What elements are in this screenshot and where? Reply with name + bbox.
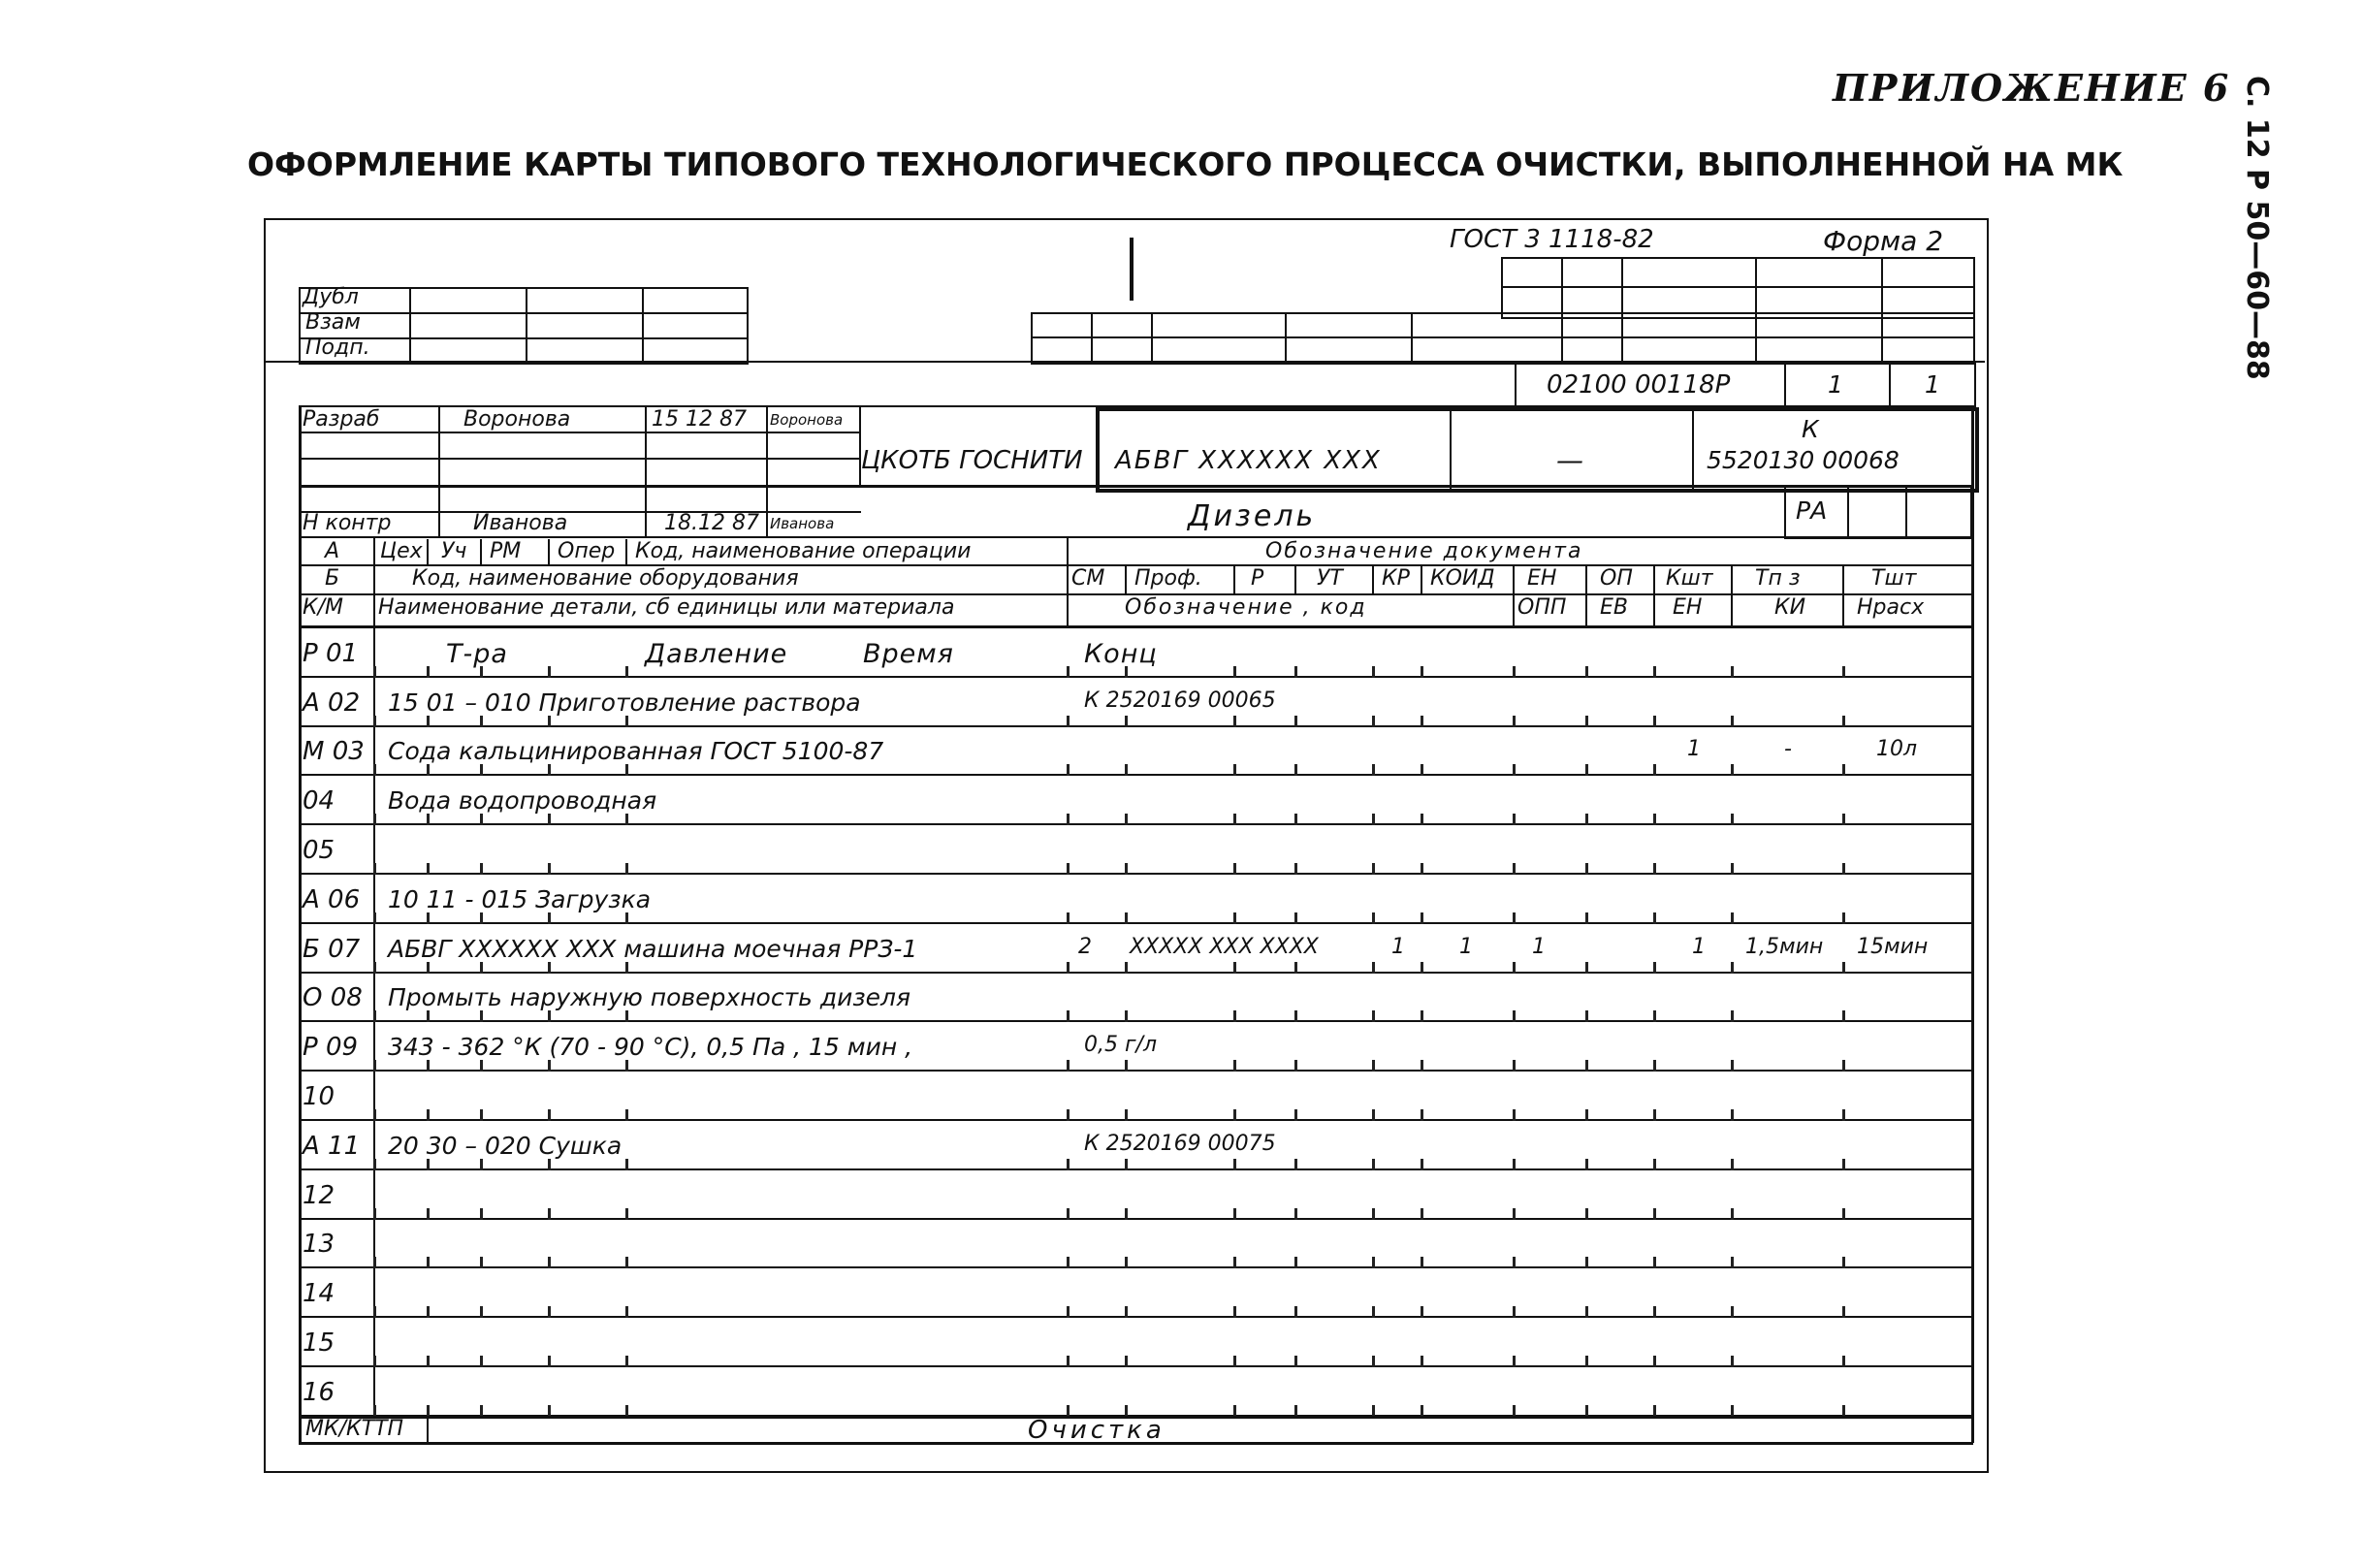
vzam-label: Взам: [305, 310, 361, 335]
part-name-header: Наименование детали, сб единицы или материала: [378, 595, 955, 620]
kr-header: КР: [1382, 566, 1410, 591]
table-row: [0, 1121, 2363, 1170]
row-km-letter: К/М: [303, 595, 344, 620]
row-doc: 0,5 г/л: [1084, 1033, 1158, 1058]
row-num: 16: [303, 1377, 335, 1407]
row-text: 10 11 - 015 Загрузка: [388, 884, 652, 913]
row-c4: Конц: [1084, 638, 1158, 669]
cm-header: СМ: [1071, 566, 1105, 591]
razrab-signature: Воронова: [770, 411, 844, 429]
row-num: Р 09: [303, 1033, 359, 1063]
row-num: Р 01: [303, 638, 359, 668]
row-text: Сода кальцинированная ГОСТ 5100-87: [388, 737, 884, 766]
table-row: [0, 1268, 2363, 1318]
row-text: АБВГ XXXXXX XXX машина моечная РРЗ-1: [388, 934, 918, 963]
table-row: [0, 825, 2363, 875]
row-num: 15: [303, 1328, 335, 1358]
row-tsht: 15мин: [1857, 934, 1929, 959]
prof-header: Проф.: [1134, 566, 1202, 591]
nkontr-label: Н контр: [303, 511, 392, 535]
nrash-header: Нрасх: [1857, 595, 1925, 620]
row-num: А 02: [303, 688, 361, 718]
ceh-header: Цех: [380, 539, 423, 563]
form-number: Форма 2: [1823, 225, 1944, 257]
equipment-header: Код, наименование оборудования: [412, 566, 799, 591]
vertical-mark: [1130, 238, 1134, 301]
document-title: ОФОРМЛЕНИЕ КАРТЫ ТИПОВОГО ТЕХНОЛОГИЧЕСКОГО ПРОЦЕССА ОЧИСТКИ, ВЫПОЛНЕННОЙ НА МК: [247, 145, 2124, 183]
sheets-total: 1: [1925, 370, 1940, 399]
tpz-header: Тп з: [1755, 566, 1801, 591]
ra-label: РА: [1796, 496, 1828, 525]
koid-header: КОИД: [1430, 566, 1495, 591]
row-doc: К 2520169 00075: [1084, 1131, 1276, 1156]
sheet-number: 1: [1828, 370, 1843, 399]
form-standard: ГОСТ 3 1118-82: [1450, 225, 1654, 254]
row-c2: Давление: [645, 638, 788, 669]
table-row: [0, 1170, 2363, 1220]
row-tpz: 1,5мин: [1745, 934, 1824, 959]
footer-label: МК/КТТП: [305, 1417, 404, 1441]
row-prof: XXXXX XXX XXXX: [1130, 934, 1319, 959]
k-code: 5520130 00068: [1707, 446, 1900, 474]
table-row: [0, 678, 2363, 727]
table-row: [0, 727, 2363, 777]
row-cm: 2: [1078, 934, 1092, 959]
table-row: [0, 974, 2363, 1023]
table-row: [0, 875, 2363, 924]
upper-grid: [1031, 312, 1975, 365]
top-right-grid: [1501, 257, 1975, 319]
row-num: А 06: [303, 884, 361, 914]
row-num: 10: [303, 1081, 335, 1111]
en2-header: ЕН: [1673, 595, 1703, 620]
document-header: Обозначение документа: [1265, 539, 1583, 563]
row-num: Б 07: [303, 934, 361, 964]
opp-header: ОПП: [1517, 595, 1567, 620]
r-header: Р: [1251, 566, 1264, 591]
row-num: А 11: [303, 1131, 361, 1161]
row-ut: 1: [1391, 934, 1405, 959]
op-header: ОП: [1600, 566, 1633, 591]
razrab-label: Разраб: [303, 407, 380, 432]
product-name: Дизель: [1188, 499, 1317, 533]
row-num: М 03: [303, 737, 365, 767]
k-label: К: [1802, 415, 1819, 443]
ut-header: УТ: [1317, 566, 1343, 591]
row-text: 15 01 – 010 Приготовление раствора: [388, 688, 861, 717]
row-num: 14: [303, 1279, 335, 1309]
tsht-header: Тшт: [1871, 566, 1917, 591]
doc-code: 02100 00118Р: [1547, 370, 1731, 400]
ki-header: КИ: [1774, 595, 1806, 620]
row-num: 05: [303, 835, 335, 865]
row-num: 04: [303, 786, 335, 816]
nkontr-name: Иванова: [473, 511, 568, 535]
ev-header: ЕВ: [1600, 595, 1628, 620]
row-a-letter: А: [325, 539, 340, 563]
row-doc: К 2520169 00065: [1084, 688, 1276, 713]
podp-label: Подп.: [305, 336, 370, 360]
row-ev: -: [1784, 737, 1792, 762]
row-ksht: 1: [1692, 934, 1706, 959]
row-nrash: 10л: [1876, 737, 1918, 762]
operation-name-header: Код, наименование операции: [635, 539, 972, 563]
row-c1: Т-ра: [446, 638, 508, 669]
row-c3: Время: [863, 638, 954, 669]
ksht-header: Кшт: [1666, 566, 1713, 591]
table-row: [0, 1022, 2363, 1072]
dubl-label: Дубл: [303, 285, 359, 309]
oper-header: Опер: [558, 539, 616, 563]
row-text: Промыть наружную поверхность дизеля: [388, 983, 911, 1012]
table-row: [0, 776, 2363, 825]
appendix-label: ПРИЛОЖЕНИЕ 6: [1833, 66, 2231, 110]
row-text: Вода водопроводная: [388, 786, 657, 816]
page-code: С. 12 Р 50—60—88: [2240, 76, 2274, 380]
razrab-name: Воронова: [463, 407, 571, 432]
row-num: 12: [303, 1180, 335, 1210]
nkontr-signature: Иванова: [770, 515, 835, 532]
row-b-letter: Б: [325, 566, 340, 591]
row-text: 20 30 – 020 Сушка: [388, 1131, 623, 1160]
razrab-date: 15 12 87: [652, 407, 747, 432]
table-row: [0, 628, 2363, 678]
designation: АБВГ XXXXXX XXX: [1115, 446, 1382, 475]
table-row: [0, 924, 2363, 974]
row-num: О 08: [303, 983, 363, 1013]
uch-header: Уч: [441, 539, 467, 563]
rm-header: РМ: [490, 539, 522, 563]
table-row: [0, 1072, 2363, 1121]
code-header: Обозначение , код: [1125, 595, 1367, 620]
row-num: 13: [303, 1230, 335, 1260]
table-row: [0, 1367, 2363, 1417]
dash-field: —: [1556, 444, 1583, 476]
organization: ЦКОТБ ГОСНИТИ: [861, 446, 1083, 475]
row-en: 1: [1687, 737, 1701, 762]
footer-text: Очистка: [1028, 1416, 1166, 1445]
row-koid: 1: [1532, 934, 1546, 959]
row-kr: 1: [1459, 934, 1473, 959]
table-row: [0, 1318, 2363, 1367]
en-header: ЕН: [1527, 566, 1557, 591]
table-row: [0, 1220, 2363, 1269]
row-text: 343 - 362 °К (70 - 90 °С), 0,5 Па , 15 мин ,: [388, 1033, 913, 1062]
nkontr-date: 18.12 87: [664, 511, 759, 535]
